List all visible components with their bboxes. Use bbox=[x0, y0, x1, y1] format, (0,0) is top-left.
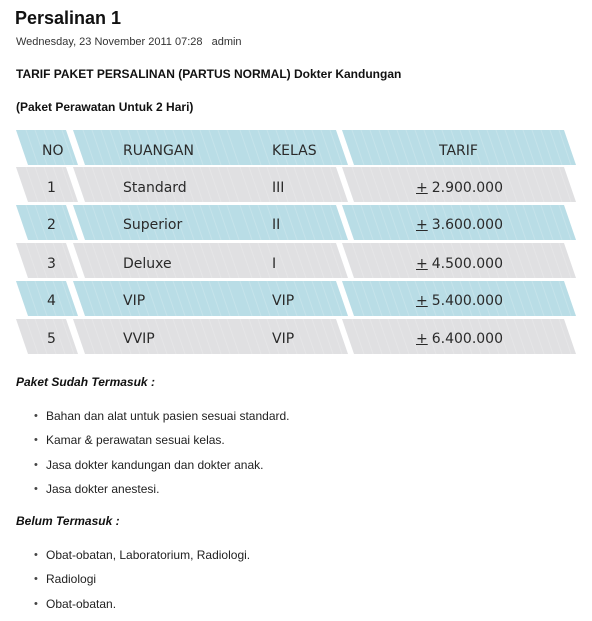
table-cell-bg bbox=[230, 205, 348, 240]
row-2-ruangan: Superior bbox=[123, 217, 183, 233]
row-5-ruangan: VVIP bbox=[123, 331, 155, 347]
included-label: Paket Sudah Termasuk : bbox=[16, 375, 155, 389]
list-item: • Jasa dokter kandungan dan dokter anak. bbox=[34, 458, 290, 482]
row-4-ruangan: VIP bbox=[123, 293, 146, 309]
plus-minus-sign: + bbox=[416, 217, 428, 233]
post-author[interactable]: admin bbox=[211, 36, 242, 48]
row-5-tarif-value: 6.400.000 bbox=[431, 331, 503, 347]
plus-minus-sign: + bbox=[416, 180, 428, 196]
list-item: • Kamar & perawatan sesuai kelas. bbox=[34, 433, 290, 457]
list-item: • Obat-obatan. bbox=[34, 597, 250, 621]
row-4-tarif-value: 5.400.000 bbox=[431, 293, 503, 309]
list-item: • Jasa dokter anestesi. bbox=[34, 482, 290, 506]
excluded-list bbox=[34, 548, 250, 621]
plus-minus-sign: + bbox=[416, 331, 428, 347]
row-1-tarif-value: 2.900.000 bbox=[431, 180, 503, 196]
row-2-kelas: II bbox=[272, 217, 281, 233]
post-date: Wednesday, 23 November 2011 07:28 bbox=[16, 36, 203, 48]
row-3-tarif bbox=[416, 256, 503, 272]
header-tarif: TARIF bbox=[439, 143, 478, 159]
row-2-tarif bbox=[416, 217, 503, 233]
row-1-ruangan: Standard bbox=[123, 180, 187, 196]
tariff-table bbox=[16, 130, 576, 358]
row-4-kelas: VIP bbox=[272, 293, 295, 309]
excluded-label: Belum Termasuk : bbox=[16, 514, 120, 528]
row-1-kelas: III bbox=[272, 180, 285, 196]
post-title: Persalinan 1 bbox=[15, 8, 122, 28]
row-5-kelas: VIP bbox=[272, 331, 295, 347]
row-2-no: 2 bbox=[47, 217, 56, 233]
row-2-tarif-value: 3.600.000 bbox=[431, 217, 503, 233]
table-cell-bg bbox=[230, 167, 348, 202]
row-4-no: 4 bbox=[47, 293, 56, 309]
plus-minus-sign: + bbox=[416, 293, 428, 309]
list-item: • Radiologi bbox=[34, 572, 250, 596]
row-3-kelas: I bbox=[272, 256, 277, 272]
header-no: NO bbox=[42, 143, 64, 159]
list-item: • Obat-obatan, Laboratorium, Radiologi. bbox=[34, 548, 250, 572]
table-cell-bg bbox=[73, 281, 244, 316]
row-5-no: 5 bbox=[47, 331, 56, 347]
header-ruangan: RUANGAN bbox=[123, 143, 194, 159]
row-3-tarif-value: 4.500.000 bbox=[431, 256, 503, 272]
row-1-no: 1 bbox=[47, 180, 56, 196]
table-cell-bg bbox=[73, 319, 244, 354]
tariff-heading: TARIF PAKET PERSALINAN (PARTUS NORMAL) Dokter Kandungan bbox=[16, 67, 402, 81]
header-kelas: KELAS bbox=[272, 143, 317, 159]
table-cell-bg bbox=[230, 243, 348, 278]
row-4-tarif bbox=[416, 293, 503, 309]
row-1-tarif bbox=[416, 180, 503, 196]
list-item: • Bahan dan alat untuk pasien sesuai standard. bbox=[34, 409, 290, 433]
tariff-table-graphics bbox=[16, 130, 576, 358]
row-3-no: 3 bbox=[47, 256, 56, 272]
tariff-subheading: (Paket Perawatan Untuk 2 Hari) bbox=[16, 100, 194, 114]
post-meta bbox=[16, 36, 242, 48]
plus-minus-sign: + bbox=[416, 256, 428, 272]
row-3-ruangan: Deluxe bbox=[123, 256, 172, 272]
included-list bbox=[34, 409, 290, 506]
row-5-tarif bbox=[416, 331, 503, 347]
